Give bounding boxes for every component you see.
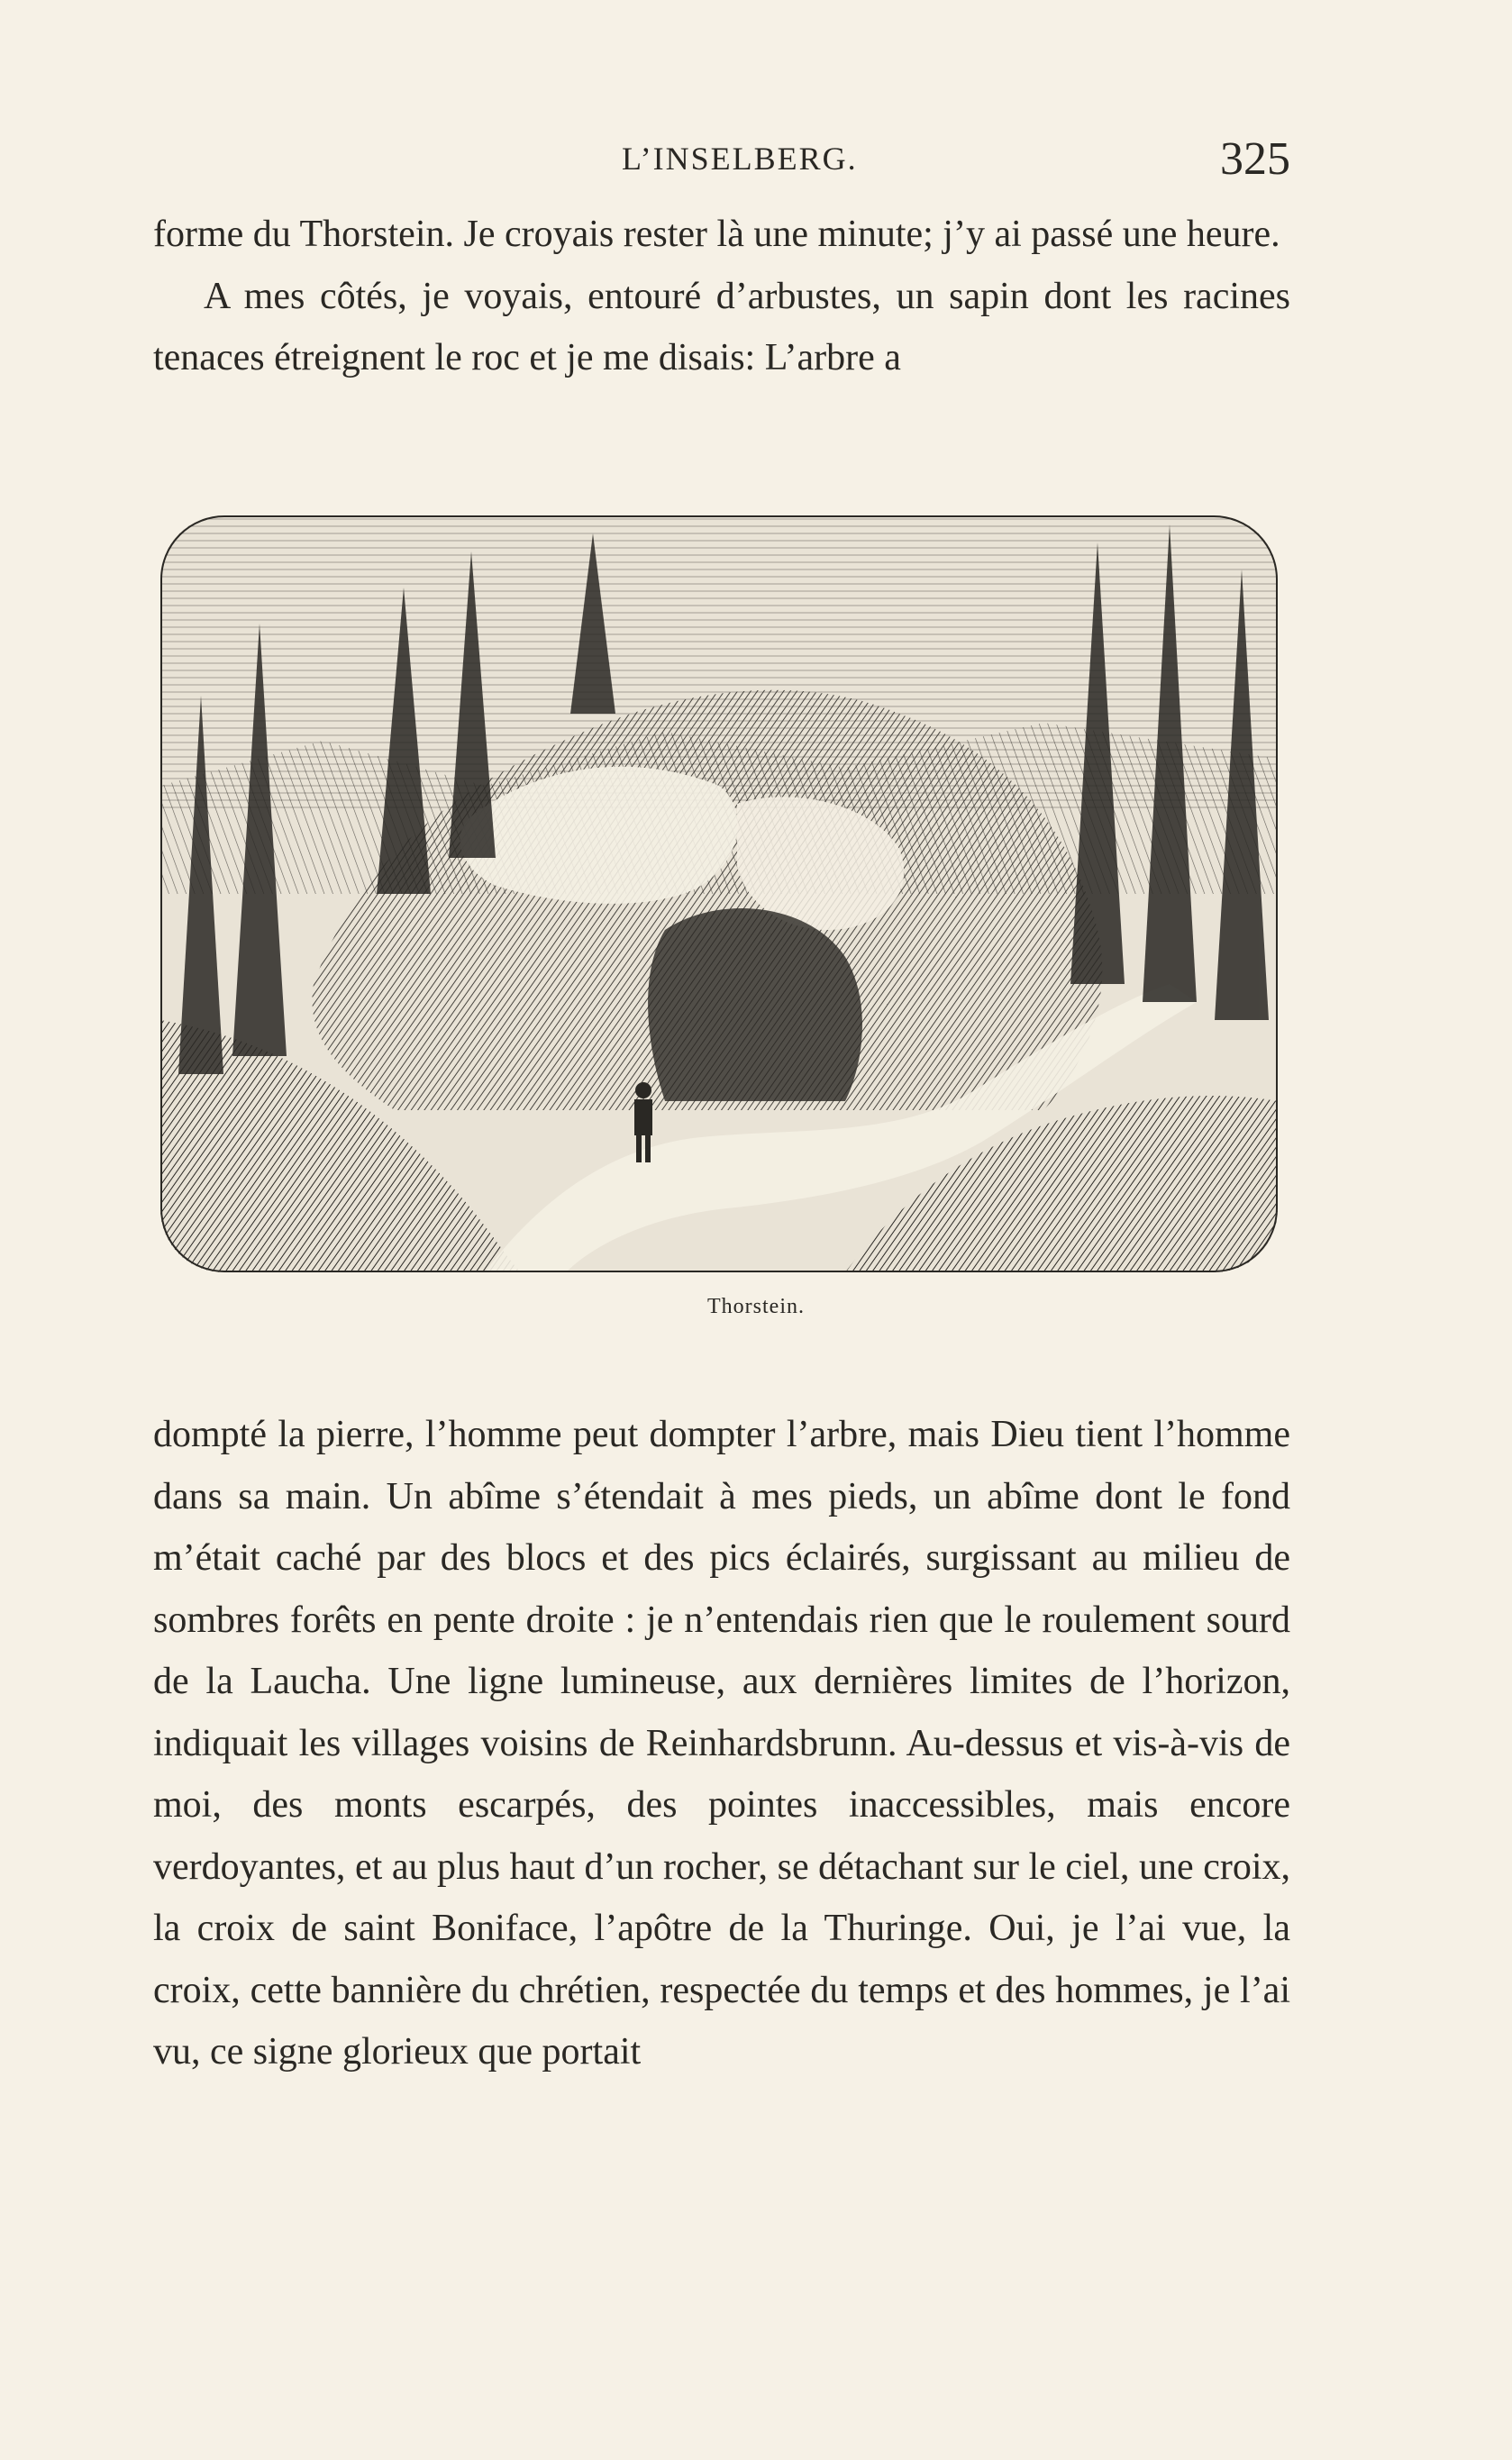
paragraph: A mes côtés, je voyais, entouré d’arbustes, un sapin dont les racines tenaces étreignent le roc et je me disais: L’arbre a	[153, 275, 1290, 378]
engraving-illustration	[160, 515, 1278, 1272]
running-title: L’INSELBERG.	[622, 141, 858, 177]
text-block-bottom	[153, 1404, 1290, 2083]
page-number: 325	[1220, 133, 1290, 185]
paragraph: forme du Thorstein. Je croyais rester là une minute; j’y ai passé une heure.	[153, 214, 1280, 255]
paragraph: dompté la pierre, l’homme peut dompter l’arbre, mais Dieu tient l’homme dans sa main. Un abîme s’étendait à mes pieds, un abîme dont le fond m’était caché par des blocs et des pics éclairés, surgissant au milieu de sombres forêts en pente droite : je n’entendais rien que le roulement sourd de la Laucha. Une ligne lumineuse, aux dernières limites de l’horizon, indiquait les villages voisins de Reinhardsbrunn. Au-dessus et vis-à-vis de moi, des monts escarpés, des pointes inaccessibles, mais encore verdoyantes, et au plus haut d’un rocher, se détachant sur le ciel, une croix, la croix de saint Boniface, l’apôtre de la Thuringe. Oui, je l’ai vue, la croix, cette bannière du chrétien, respectée du temps et des hommes, je l’ai vu, ce signe glorieux que portait	[153, 1414, 1290, 2073]
page-header	[153, 133, 1290, 194]
figure-caption: Thorstein.	[707, 1295, 805, 1318]
text-block-top	[153, 204, 1290, 389]
